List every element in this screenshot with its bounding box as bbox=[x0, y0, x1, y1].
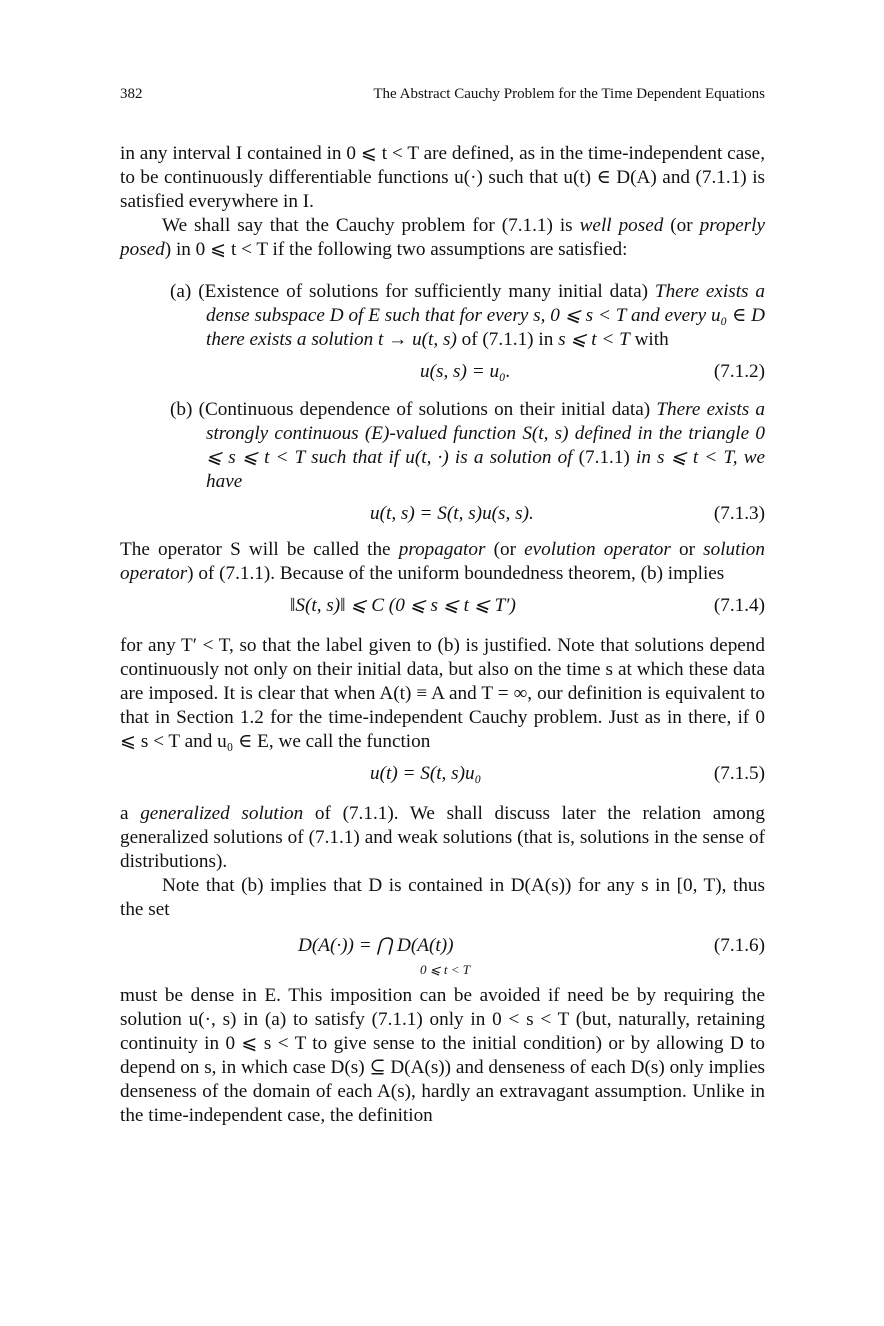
equation-7-1-5 bbox=[120, 754, 765, 796]
equation-number: (7.1.4) bbox=[713, 595, 765, 616]
equation-formula: D(A(·)) = ⋂ D(A(t)) bbox=[298, 935, 454, 956]
paragraph-2: We shall say that the Cauchy problem for (7.1.1) is well posed (or properly posed) in 0 ⩽ t < T if the following two assumptions are satisfied: bbox=[120, 215, 765, 260]
running-title: The Abstract Cauchy Problem for the Time Dependent Equations bbox=[373, 86, 765, 102]
equation-number: (7.1.2) bbox=[713, 361, 765, 382]
page-header bbox=[120, 86, 765, 108]
equation-formula: u(t, s) = S(t, s)u(s, s). bbox=[370, 503, 534, 524]
paragraph-5: a generalized solution of (7.1.1). We shall discuss later the relation among generalized solutions of (7.1.1) and weak solutions (that is, solutions in the sense of distributions). bbox=[120, 803, 765, 872]
equation-formula: ‖S(t, s)‖ ⩽ C (0 ⩽ s ⩽ t ⩽ T′) bbox=[290, 595, 516, 616]
paragraph-4: for any T′ < T, so that the label given to (b) is justified. Note that solutions depend continuously not only on their initial data, but also on the time s at which these data are imposed. It is clear that when A(t) ≡ A and T = ∞, our definition is equivalent to that in Section 1.2 for the time-independent Cauchy problem. Just as in there, if 0 ⩽ s < T and u₀ ∈ E, we call the function bbox=[120, 635, 765, 752]
equation-7-1-2 bbox=[120, 352, 765, 390]
equation-number: (7.1.6) bbox=[713, 935, 765, 956]
equation-formula: u(t) = S(t, s)u₀ bbox=[370, 763, 482, 784]
assumption-a: (a) (Existence of solutions for sufficiently many initial data) There exists a dense subspace D of E such that for every s, 0 ⩽ s < T and every u₀ ∈ D there exists a solution t → u(t, s) of (7.1.1) in s ⩽ t < T with bbox=[170, 281, 765, 350]
equation-7-1-6 bbox=[120, 922, 765, 980]
intersection-range: 0 ⩽ t < T bbox=[420, 962, 471, 977]
equation-number: (7.1.5) bbox=[713, 763, 765, 784]
equation-formula: u(s, s) = u₀. bbox=[420, 361, 511, 382]
equation-number: (7.1.3) bbox=[713, 503, 765, 524]
page-number: 382 bbox=[120, 86, 143, 102]
equation-7-1-3 bbox=[120, 494, 765, 532]
paragraph-6: Note that (b) implies that D is contained in D(A(s)) for any s in [0, T), thus the set bbox=[120, 875, 765, 920]
paragraph-3: The operator S will be called the propagator (or evolution operator or solution operator) of (7.1.1). Because of the uniform boundedness theorem, (b) implies bbox=[120, 539, 765, 584]
paragraph-7: must be dense in E. This imposition can be avoided if need be by requiring the solution u(·, s) in (a) to satisfy (7.1.1) only in 0 < s < T (but, naturally, retaining continuity in 0 ⩽ s < T to give sense to the initial condition) or by allowing D to depend on s, in which case D(s) ⊆ D(A(s)) and denseness of each D(s) only implies denseness of the domain of each A(s), hardly an extravagant assumption. Unlike in the time-independent case, the definition bbox=[120, 985, 765, 1126]
equation-7-1-4 bbox=[120, 586, 765, 628]
paragraph-1: in any interval I contained in 0 ⩽ t < T are defined, as in the time-independent case, to be continuously differentiable functions u(·) such that u(t) ∈ D(A) and (7.1.1) is satisfied everywhere in I. bbox=[120, 143, 765, 212]
page-body bbox=[120, 142, 765, 1128]
assumption-b: (b) (Continuous dependence of solutions on their initial data) There exists a strongly continuous (E)-valued function S(t, s) defined in the triangle 0 ⩽ s ⩽ t < T such that if u(t, ·) is a solution of (7.1.1) in s ⩽ t < T, we have bbox=[170, 399, 766, 492]
